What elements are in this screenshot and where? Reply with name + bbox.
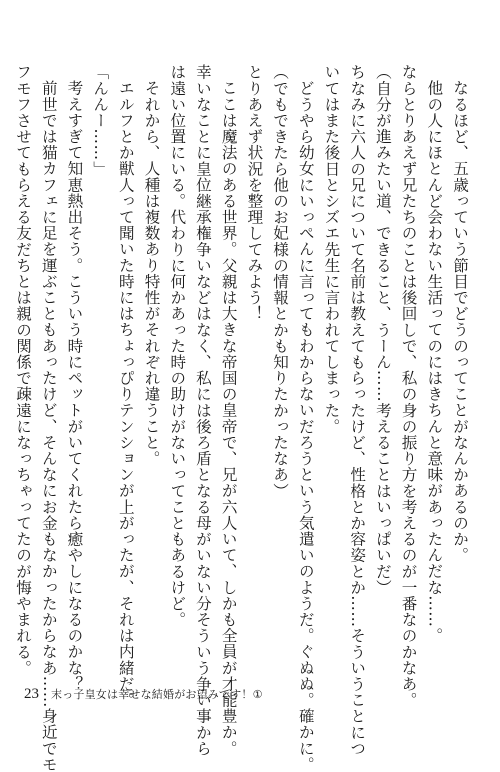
text-line: ちなみに六人の兄について名前は教えてもらったけど、性格とか容姿とか……そういうことにつ — [348, 64, 367, 757]
text-line: エルフとか獣人って聞いた時にはちょっぴりテンションが上がったが、それは内緒だ。 — [116, 79, 135, 708]
text-line: それから、人種は複数あり特性がそれぞれ違うこと。 — [142, 79, 161, 466]
text-line: 幸いなことに皇位継承権争いなどはなく、私には後ろ盾となる母がいない分そういう争い事から — [193, 64, 212, 757]
text-line: （でもできたら他のお妃様の情報とかも知りたかったなあ） — [271, 64, 290, 499]
text-line: なるほど、五歳っていう節目でどうのってことがなんかあるのか。 — [451, 79, 469, 563]
text-line: とりあえず状況を整理してみよう！ — [245, 64, 264, 322]
text-line: 前世では猫カフェに足を運ぶこともあったけど、そんなにお金もなかったからなあ……身近でモ — [39, 79, 58, 772]
running-title: 末っ子皇女は幸せな結婚がお望みです！① — [51, 688, 263, 701]
text-line: 「んんー……」 — [91, 64, 110, 177]
page-number: 23 — [24, 686, 39, 702]
text-line: （自分が進みたい道、できること、うーん……考えることはいっぱいだ） — [373, 64, 392, 596]
text-line: いてはまた後日とシズエ先生に言われてしまった。 — [322, 64, 341, 435]
page-footer — [24, 686, 263, 702]
text-line: ならとりあえず兄たちのことは後回しで、私の身の振り方を考えるのが一番なのかなあ。 — [399, 64, 418, 708]
text-line: フモフさせてもらえる友だちとは親の関係で疎遠になっちゃってたのが悔やまれる。 — [14, 64, 33, 676]
text-line: 他の人にほとんど会わない生活ってのにはきちんと意味があったんだな……。 — [425, 79, 444, 644]
text-line: どうやら幼女にいっぺんに言ってもわからないだろうという気遣いのようだ。ぐぬぬ。確かに。 — [296, 79, 315, 772]
text-line: ここは魔法のある世界。父親は大きな帝国の皇帝で、兄が六人いて、しかも全員が才能豊か。 — [219, 79, 238, 756]
text-line: 考えすぎて知恵熱出そう。こういう時にペットがいてくれたら癒やしになるのかな？ — [65, 79, 84, 692]
text-line: は遠い位置にいる。代わりに何かあった時の助けがないってこともあるけど。 — [168, 64, 187, 628]
